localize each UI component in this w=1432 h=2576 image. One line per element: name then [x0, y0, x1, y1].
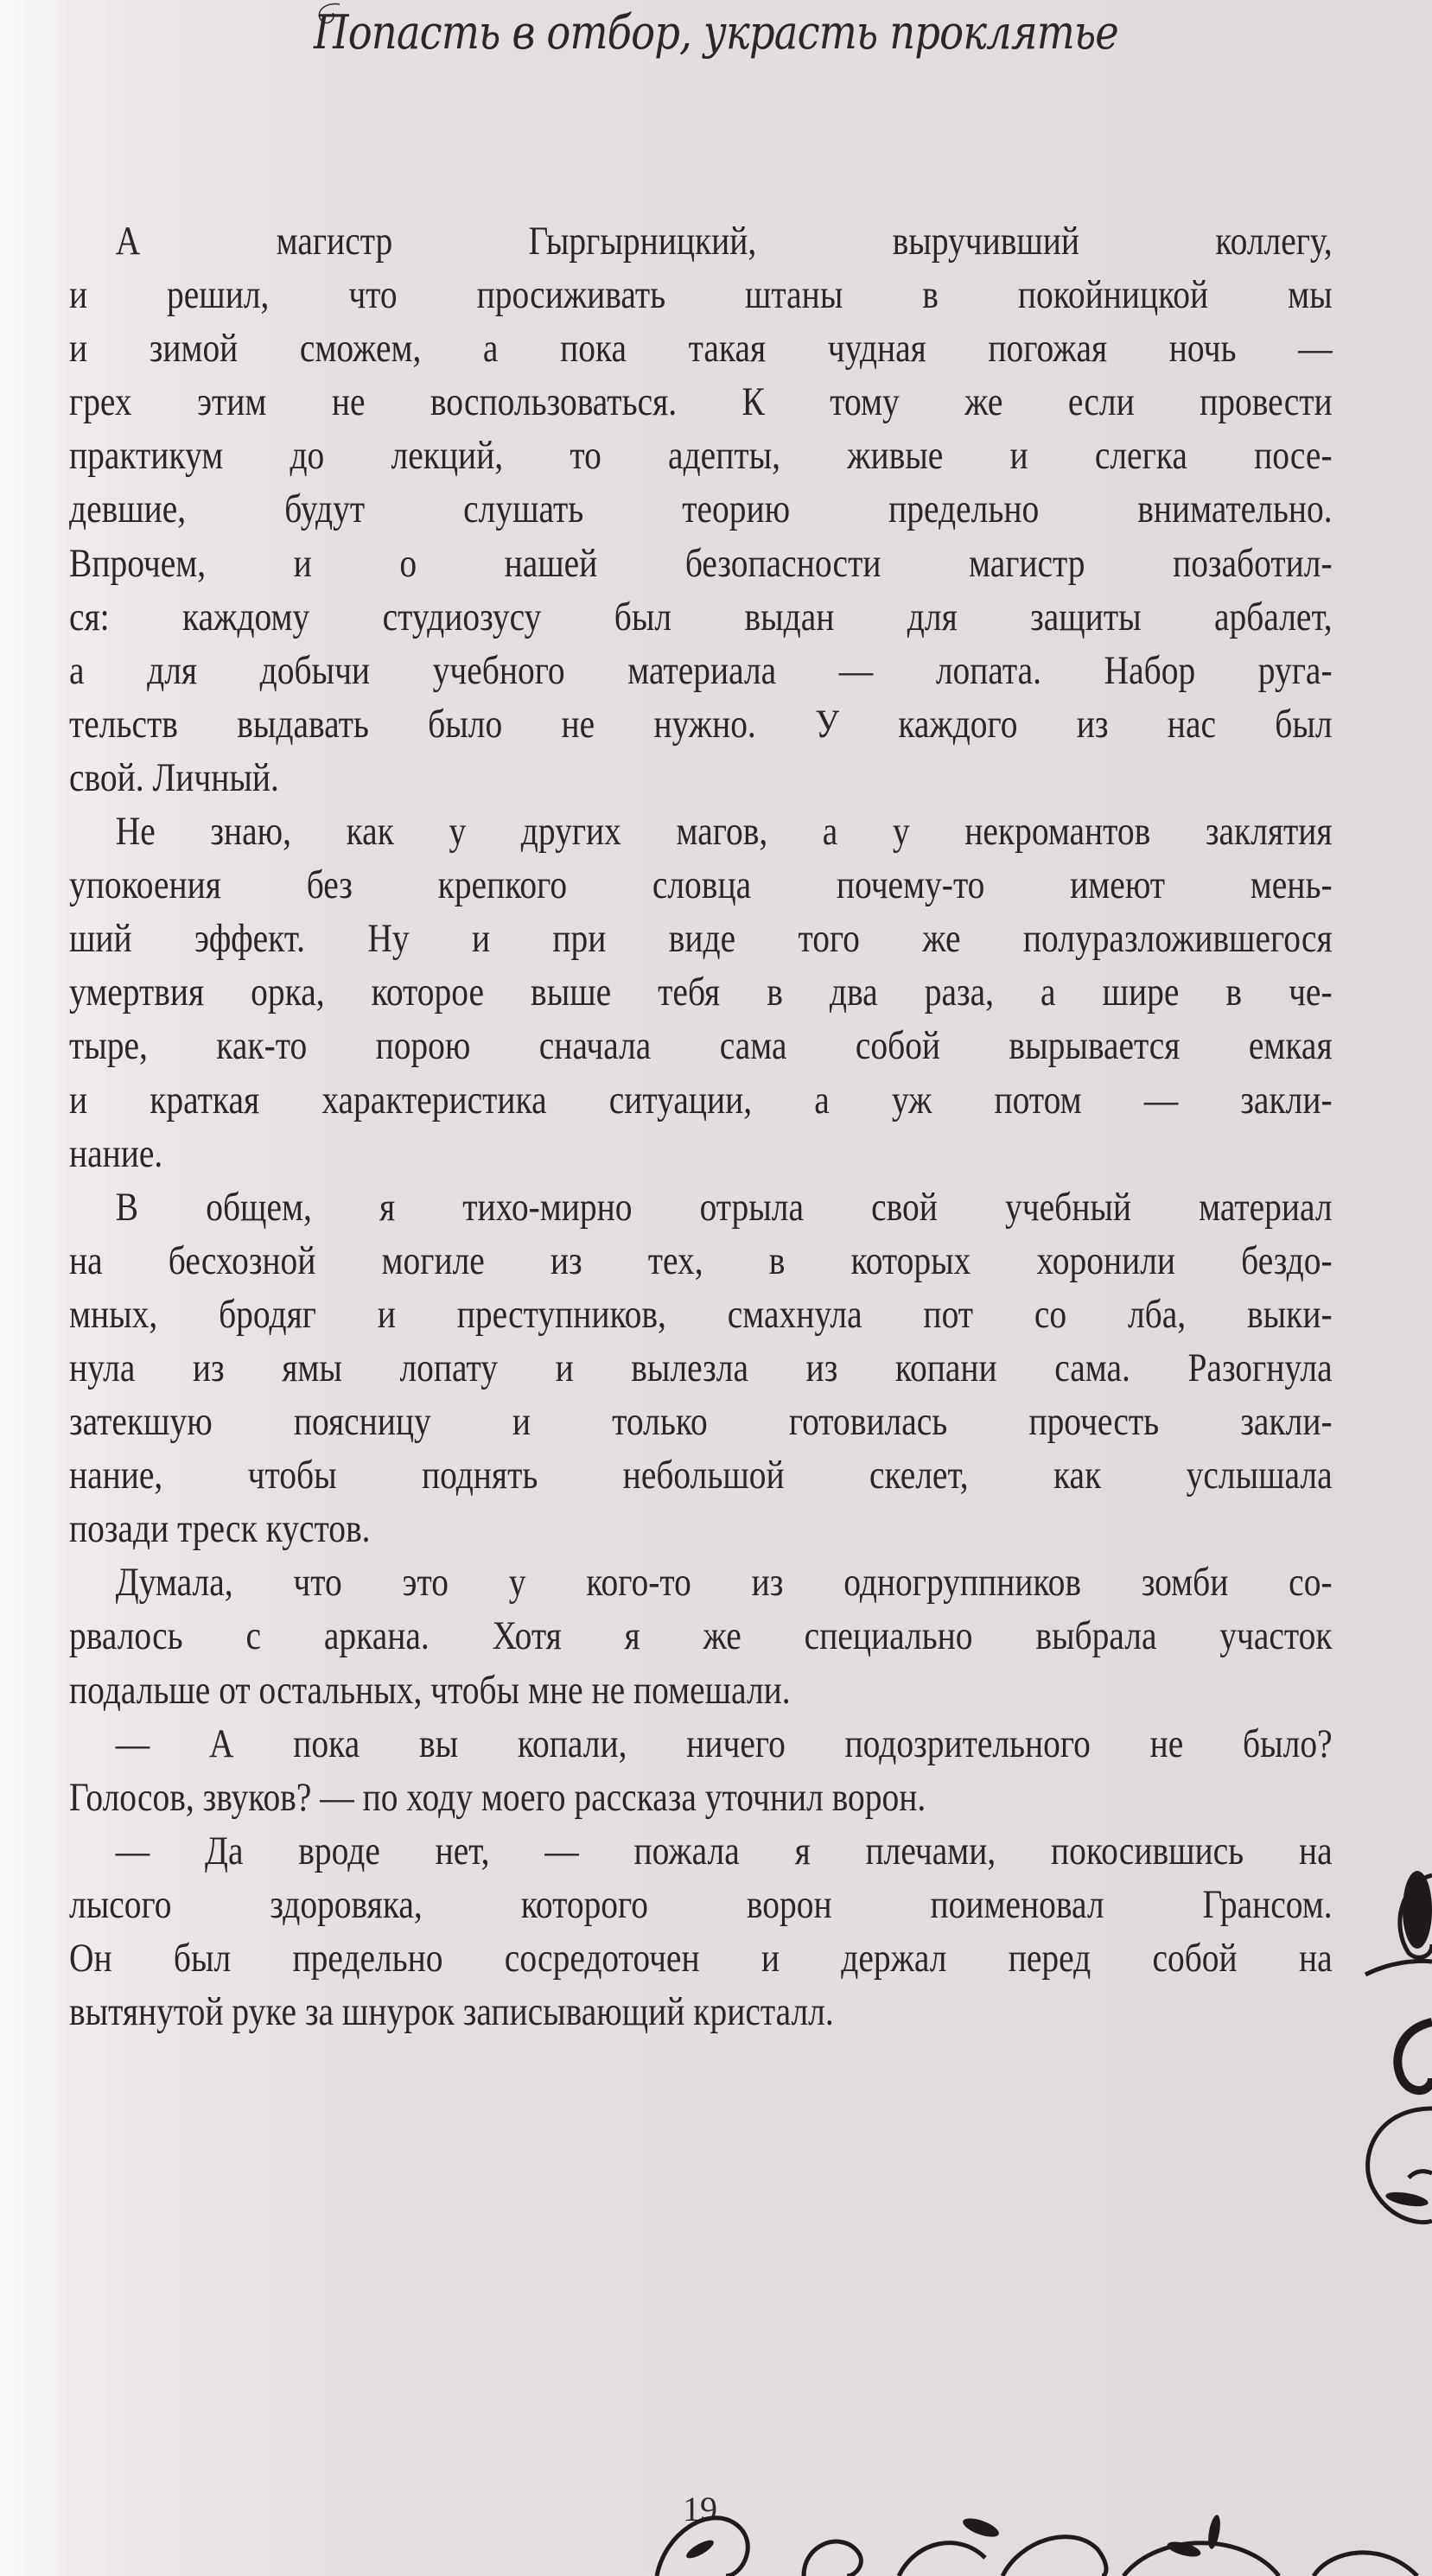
text-line: лысого здоровяка, которого ворон поименовал Грансом.	[69, 1881, 1333, 1927]
text-line: Не знаю, как у других магов, а у некромантов заклятия	[115, 809, 1333, 855]
page-number: 19	[683, 2490, 717, 2528]
text-line: и краткая характеристика ситуации, а уж потом — закли-	[69, 1077, 1333, 1123]
text-line: Впрочем, и о нашей безопасности магистр позаботил-	[69, 540, 1333, 586]
body-text	[69, 214, 1333, 2039]
running-head: Попасть в отбор, украсть проклятье	[314, 5, 1118, 60]
text-line: девшие, будут слушать теорию предельно внимательно.	[69, 487, 1333, 532]
text-line: А магистр Гыргырницкий, выручивший коллегу,	[115, 219, 1333, 264]
text-line: грех этим не воспользоваться. К тому же если провести	[69, 379, 1333, 425]
text-line: нание.	[69, 1130, 163, 1176]
text-line: и решил, что просиживать штаны в покойницкой мы	[69, 272, 1333, 318]
text-line: Думала, что это у кого-то из одногруппников зомби со-	[115, 1560, 1333, 1606]
text-line: тыре, как-то порою сначала сама собой вырывается емкая	[69, 1023, 1333, 1069]
text-line: и зимой сможем, а пока такая чудная погожая ночь —	[69, 326, 1333, 372]
floral-scroll-ornament-icon	[1357, 1858, 1432, 2576]
text-line: практикум до лекций, то адепты, живые и слегка посе-	[69, 433, 1333, 479]
text-line: подальше от остальных, чтобы мне не помешали.	[69, 1667, 791, 1713]
text-line: упокоения без крепкого словца почему-то имеют мень-	[69, 862, 1333, 908]
text-line: — А пока вы копали, ничего подозрительного не было?	[115, 1721, 1333, 1766]
text-line: рвалось с аркана. Хотя я же специально выбрала участок	[69, 1613, 1333, 1659]
text-line: затекшую поясницу и только готовилась прочесть закли-	[69, 1399, 1333, 1445]
text-line: — Да вроде нет, — пожала я плечами, покосившись на	[115, 1828, 1333, 1873]
text-line: умертвия орка, которое выше тебя в два раза, а шире в че-	[69, 970, 1333, 1015]
text-line: на бесхозной могиле из тех, в которых хоронили бездо-	[69, 1237, 1333, 1283]
text-line: ший эффект. Ну и при виде того же полуразложившегося	[69, 916, 1333, 962]
text-line: нание, чтобы поднять небольшой скелет, как услышала	[69, 1453, 1333, 1498]
text-line: нула из ямы лопату и вылезла из копани сама. Разогнула	[69, 1345, 1333, 1390]
floral-vine-ornament-icon	[640, 2497, 1432, 2576]
text-line: В общем, я тихо-мирно отрыла свой учебный материал	[115, 1184, 1333, 1230]
text-line: свой. Личный.	[69, 754, 279, 800]
text-line: Голосов, звуков? — по ходу моего рассказа уточнил ворон.	[69, 1774, 926, 1820]
flourish-swirl-icon	[307, 0, 341, 26]
text-line: позади треск кустов.	[69, 1506, 371, 1552]
text-line: мных, бродяг и преступников, смахнула пот со лба, выки-	[69, 1291, 1333, 1337]
text-line: вытянутой руке за шнурок записывающий кристалл.	[69, 1989, 834, 2035]
text-line: тельств выдавать было не нужно. У каждого из нас был	[69, 701, 1333, 747]
text-line: ся: каждому студиозусу был выдан для защиты арбалет,	[69, 594, 1333, 639]
text-line: Он был предельно сосредоточен и держал перед собой на	[69, 1936, 1333, 1981]
text-line: а для добычи учебного материала — лопата. Набор руга-	[69, 647, 1333, 693]
